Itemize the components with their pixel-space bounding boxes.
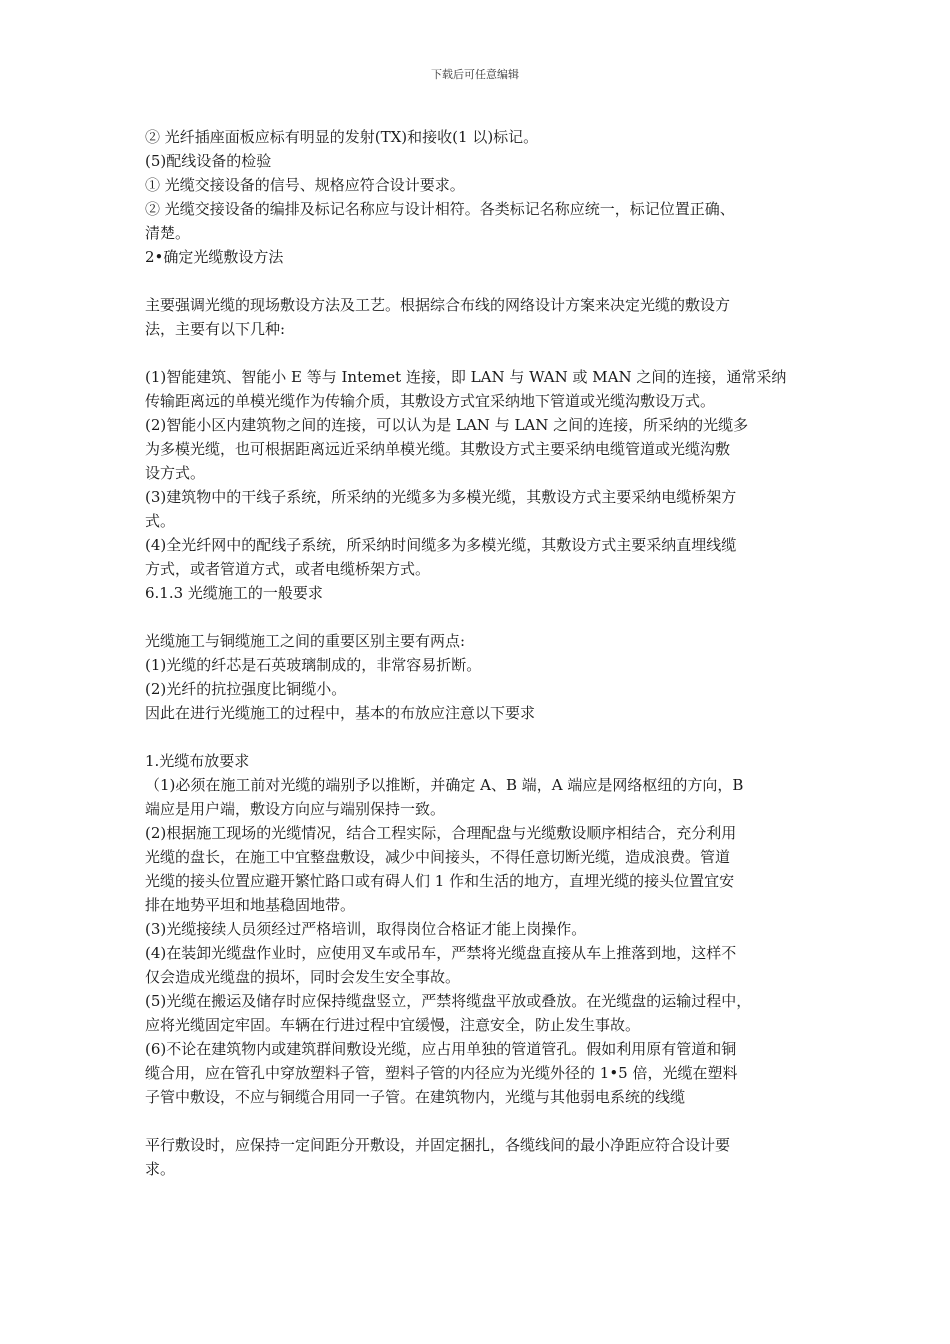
text-line: (2)智能小区内建筑物之间的连接，可以认为是 LAN 与 LAN 之间的连接，所采纳的光缆多 [145,416,749,434]
text-line: (2)根据施工现场的光缆情况，结合工程实际，合理配盘与光缆敷设顺序相结合，充分利用 [145,824,737,842]
text-line: 仅会造成光缆盘的损坏，同时会发生安全事故。 [145,968,461,986]
text-line: 排在地势平坦和地基稳固地带。 [145,896,356,914]
text-line: 应将光缆固定牢固。车辆在行进过程中宜缓慢，注意安全，防止发生事故。 [145,1016,641,1034]
text-line: 6.1.3 光缆施工的一般要求 [145,584,323,602]
text-line: 光缆施工与铜缆施工之间的重要区别主要有两点: [145,632,466,650]
blank-line [145,341,815,365]
page-header: 下载后可任意编辑 [431,68,519,81]
text-line: 法，主要有以下几种: [145,320,286,338]
text-line: 主要强调光缆的现场敷设方法及工艺。根据综合布线的网络设计方案来决定光缆的敷设方 [145,296,731,314]
text-line: 1.光缆布放要求 [145,752,250,770]
text-line: ② 光缆交接设备的编排及标记名称应与设计相符。各类标记名称应统一，标记位置正确、 [145,200,735,218]
blank-line [145,1109,815,1133]
text-line: (6)不论在建筑物内或建筑群间敷设光缆，应占用单独的管道管孔。假如利用原有管道和铜 [145,1040,737,1058]
text-line: 设方式。 [145,464,206,482]
text-line: 求。 [145,1160,176,1178]
blank-line [145,725,815,749]
text-line: 式。 [145,512,176,530]
text-line: 平行敷设时，应保持一定间距分开敷设，并固定捆扎，各缆线间的最小净距应符合设计要 [145,1136,731,1154]
text-line: 端应是用户端，敷设方向应与端别保持一致。 [145,800,446,818]
text-line: (4)全光纤网中的配线子系统，所采纳时间缆多为多模光缆，其敷设方式主要采纳直埋线缆 [145,536,737,554]
text-line: 光缆的接头位置应避开繁忙路口或有碍人们 1 作和生活的地方，直埋光缆的接头位置宜安 [145,872,735,890]
text-line: 2•确定光缆敷设方法 [145,248,284,266]
text-line: 方式，或者管道方式，或者电缆桥架方式。 [145,560,431,578]
text-line: (4)在装卸光缆盘作业时，应使用叉车或吊车，严禁将光缆盘直接从车上推落到地，这样不 [145,944,737,962]
text-line: 清楚。 [145,224,191,242]
text-line: 缆合用，应在管孔中穿放塑料子管，塑料子管的内径应为光缆外径的 1•5 倍，光缆在塑料 [145,1064,738,1082]
text-line: 因此在进行光缆施工的过程中，基本的布放应注意以下要求 [145,704,536,722]
text-line: (3)光缆接续人员须经过严格培训，取得岗位合格证才能上岗操作。 [145,920,587,938]
text-line: (5)配线设备的检验 [145,152,272,170]
text-line: (2)光纤的抗拉强度比铜缆小。 [145,680,347,698]
text-line: ① 光缆交接设备的信号、规格应符合设计要求。 [145,176,465,194]
text-line: (5)光缆在搬运及储存时应保持缆盘竖立，严禁将缆盘平放或叠放。在光缆盘的运输过程中， [145,992,752,1010]
text-line: 传输距离远的单模光缆作为传输介质，其敷设方式宜采纳地下管道或光缆沟敷设万式。 [145,392,716,410]
text-line: (1)智能建筑、智能小 E 等与 Intemet 连接，即 LAN 与 WAN 或 MAN 之间的连接，通常采纳 [145,368,787,386]
text-line: （1)必须在施工前对光缆的端别予以推断，并确定 A、B 端，A 端应是网络枢纽的方向，B [145,776,744,794]
document-body [145,125,815,1181]
text-line: ② 光纤插座面板应标有明显的发射(TX)和接收(1 以)标记。 [145,128,539,146]
text-line: 子管中敷设，不应与铜缆合用同一子管。在建筑物内，光缆与其他弱电系统的线缆 [145,1088,686,1106]
text-line: (1)光缆的纤芯是石英玻璃制成的，非常容易折断。 [145,656,482,674]
text-line: (3)建筑物中的干线子系统，所采纳的光缆多为多模光缆，其敷设方式主要采纳电缆桥架方 [145,488,737,506]
text-line: 光缆的盘长，在施工中宜整盘敷设，减少中间接头，不得任意切断光缆，造成浪费。管道 [145,848,731,866]
blank-line [145,605,815,629]
blank-line [145,269,815,293]
text-line: 为多模光缆，也可根据距离远近采纳单模光缆。其敷设方式主要采纳电缆管道或光缆沟敷 [145,440,731,458]
